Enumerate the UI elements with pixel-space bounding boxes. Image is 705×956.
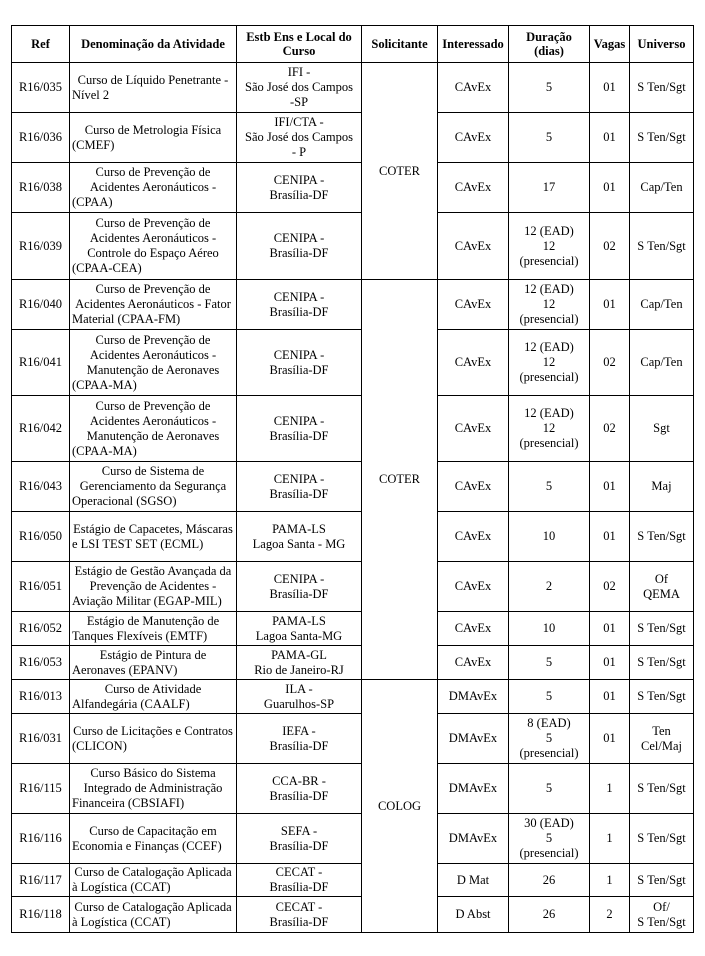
cell-ref: R16/035 xyxy=(12,63,70,113)
cell-vagas: 02 xyxy=(590,213,630,280)
cell-duracao: 10 xyxy=(509,512,590,562)
cell-interessado: CAvEx xyxy=(438,612,509,646)
cell-duracao: 10 xyxy=(509,612,590,646)
cell-duracao: 12 (EAD) 12 (presencial) xyxy=(509,396,590,462)
cell-interessado: D Abst xyxy=(438,897,509,933)
cell-universo: S Ten/Sgt xyxy=(630,612,694,646)
cell-duracao: 26 xyxy=(509,864,590,897)
courses-table xyxy=(11,25,694,933)
cell-denominacao: Curso de Prevenção de Acidentes Aeronáuticos - Fator Material (CPAA-FM) xyxy=(70,280,237,330)
table-row xyxy=(12,612,694,646)
table-row xyxy=(12,714,694,764)
cell-estb: CENIPA - Brasília-DF xyxy=(237,396,362,462)
cell-duracao: 5 xyxy=(509,63,590,113)
cell-ref: R16/050 xyxy=(12,512,70,562)
header-solicitante: Solicitante xyxy=(362,26,438,63)
cell-vagas: 01 xyxy=(590,612,630,646)
cell-ref: R16/038 xyxy=(12,163,70,213)
table-row xyxy=(12,764,694,814)
cell-duracao: 5 xyxy=(509,764,590,814)
cell-estb: PAMA-GL Rio de Janeiro-RJ xyxy=(237,646,362,680)
cell-estb: CENIPA - Brasília-DF xyxy=(237,462,362,512)
cell-universo: S Ten/Sgt xyxy=(630,213,694,280)
cell-vagas: 01 xyxy=(590,512,630,562)
cell-universo: Ten Cel/Maj xyxy=(630,714,694,764)
cell-ref: R16/118 xyxy=(12,897,70,933)
cell-solicitante: COTER xyxy=(362,280,438,680)
cell-ref: R16/040 xyxy=(12,280,70,330)
cell-ref: R16/039 xyxy=(12,213,70,280)
cell-denominacao: Curso de Licitações e Contratos (CLICON) xyxy=(70,714,237,764)
cell-interessado: CAvEx xyxy=(438,562,509,612)
cell-estb: CECAT - Brasília-DF xyxy=(237,864,362,897)
cell-estb: PAMA-LS Lagoa Santa - MG xyxy=(237,512,362,562)
cell-estb: SEFA - Brasília-DF xyxy=(237,814,362,864)
cell-universo: Of QEMA xyxy=(630,562,694,612)
table-row xyxy=(12,280,694,330)
cell-estb: CENIPA - Brasília-DF xyxy=(237,213,362,280)
cell-denominacao: Curso de Capacitação em Economia e Finanças (CCEF) xyxy=(70,814,237,864)
cell-ref: R16/053 xyxy=(12,646,70,680)
header-universo: Universo xyxy=(630,26,694,63)
cell-ref: R16/043 xyxy=(12,462,70,512)
cell-universo: Cap/Ten xyxy=(630,280,694,330)
cell-interessado: CAvEx xyxy=(438,512,509,562)
cell-interessado: CAvEx xyxy=(438,113,509,163)
cell-universo: Sgt xyxy=(630,396,694,462)
table-row xyxy=(12,462,694,512)
header-interessado: Interessado xyxy=(438,26,509,63)
cell-ref: R16/115 xyxy=(12,764,70,814)
cell-ref: R16/031 xyxy=(12,714,70,764)
cell-vagas: 01 xyxy=(590,163,630,213)
cell-interessado: DMAvEx xyxy=(438,814,509,864)
cell-duracao: 30 (EAD) 5 (presencial) xyxy=(509,814,590,864)
cell-vagas: 02 xyxy=(590,330,630,396)
cell-estb: CENIPA - Brasília-DF xyxy=(237,163,362,213)
cell-vagas: 02 xyxy=(590,562,630,612)
cell-denominacao: Curso de Prevenção de Acidentes Aeronáuticos - Controle do Espaço Aéreo (CPAA-CEA) xyxy=(70,213,237,280)
cell-interessado: D Mat xyxy=(438,864,509,897)
cell-estb: CENIPA - Brasília-DF xyxy=(237,330,362,396)
cell-vagas: 1 xyxy=(590,864,630,897)
cell-universo: S Ten/Sgt xyxy=(630,63,694,113)
cell-interessado: CAvEx xyxy=(438,280,509,330)
cell-duracao: 5 xyxy=(509,113,590,163)
cell-duracao: 2 xyxy=(509,562,590,612)
header-estb: Estb Ens e Local do Curso xyxy=(237,26,362,63)
cell-denominacao: Estágio de Pintura de Aeronaves (EPANV) xyxy=(70,646,237,680)
table-row xyxy=(12,680,694,714)
table-row xyxy=(12,646,694,680)
cell-universo: S Ten/Sgt xyxy=(630,646,694,680)
cell-universo: S Ten/Sgt xyxy=(630,814,694,864)
cell-universo: Maj xyxy=(630,462,694,512)
cell-vagas: 01 xyxy=(590,113,630,163)
cell-interessado: CAvEx xyxy=(438,330,509,396)
cell-denominacao: Curso de Atividade Alfandegária (CAALF) xyxy=(70,680,237,714)
cell-vagas: 2 xyxy=(590,897,630,933)
cell-vagas: 01 xyxy=(590,280,630,330)
cell-estb: CENIPA - Brasília-DF xyxy=(237,562,362,612)
header-row xyxy=(12,26,694,63)
cell-estb: CENIPA - Brasília-DF xyxy=(237,280,362,330)
cell-duracao: 5 xyxy=(509,680,590,714)
cell-solicitante: COTER xyxy=(362,63,438,280)
table-row xyxy=(12,814,694,864)
header-denominacao: Denominação da Atividade xyxy=(70,26,237,63)
cell-estb: IEFA - Brasília-DF xyxy=(237,714,362,764)
table-row xyxy=(12,562,694,612)
cell-estb: ILA - Guarulhos-SP xyxy=(237,680,362,714)
cell-interessado: CAvEx xyxy=(438,646,509,680)
cell-ref: R16/116 xyxy=(12,814,70,864)
cell-vagas: 01 xyxy=(590,462,630,512)
cell-ref: R16/036 xyxy=(12,113,70,163)
table-row xyxy=(12,396,694,462)
cell-estb: IFI/CTA - São José dos Campos - P xyxy=(237,113,362,163)
cell-interessado: CAvEx xyxy=(438,396,509,462)
cell-denominacao: Curso de Metrologia Física (CMEF) xyxy=(70,113,237,163)
cell-duracao: 8 (EAD) 5 (presencial) xyxy=(509,714,590,764)
cell-denominacao: Estágio de Manutenção de Tanques Flexíveis (EMTF) xyxy=(70,612,237,646)
table-row xyxy=(12,163,694,213)
cell-denominacao: Curso de Prevenção de Acidentes Aeronáuticos - Manutenção de Aeronaves (CPAA-MA) xyxy=(70,330,237,396)
table-row xyxy=(12,512,694,562)
cell-interessado: DMAvEx xyxy=(438,764,509,814)
cell-denominacao: Estágio de Capacetes, Máscaras e LSI TEST SET (ECML) xyxy=(70,512,237,562)
cell-vagas: 01 xyxy=(590,646,630,680)
cell-denominacao: Curso de Prevenção de Acidentes Aeronáuticos - Manutenção de Aeronaves (CPAA-MA) xyxy=(70,396,237,462)
cell-denominacao: Curso Básico do Sistema Integrado de Administração Financeira (CBSIAFI) xyxy=(70,764,237,814)
cell-interessado: CAvEx xyxy=(438,163,509,213)
cell-interessado: CAvEx xyxy=(438,63,509,113)
cell-vagas: 1 xyxy=(590,814,630,864)
cell-estb: CECAT - Brasília-DF xyxy=(237,897,362,933)
cell-vagas: 1 xyxy=(590,764,630,814)
cell-ref: R16/117 xyxy=(12,864,70,897)
cell-interessado: CAvEx xyxy=(438,213,509,280)
cell-denominacao: Curso de Prevenção de Acidentes Aeronáuticos - (CPAA) xyxy=(70,163,237,213)
table-body xyxy=(12,63,694,933)
header-duracao: Duração (dias) xyxy=(509,26,590,63)
cell-duracao: 17 xyxy=(509,163,590,213)
cell-duracao: 12 (EAD) 12 (presencial) xyxy=(509,330,590,396)
cell-ref: R16/041 xyxy=(12,330,70,396)
cell-universo: Cap/Ten xyxy=(630,330,694,396)
table-row xyxy=(12,330,694,396)
cell-vagas: 01 xyxy=(590,63,630,113)
cell-vagas: 02 xyxy=(590,396,630,462)
cell-duracao: 5 xyxy=(509,462,590,512)
cell-duracao: 26 xyxy=(509,897,590,933)
cell-denominacao: Curso de Catalogação Aplicada à Logística (CCAT) xyxy=(70,864,237,897)
cell-interessado: CAvEx xyxy=(438,462,509,512)
table-row xyxy=(12,63,694,113)
cell-universo: Of/ S Ten/Sgt xyxy=(630,897,694,933)
table-row xyxy=(12,864,694,897)
cell-vagas: 01 xyxy=(590,680,630,714)
cell-ref: R16/042 xyxy=(12,396,70,462)
cell-denominacao: Curso de Líquido Penetrante - Nível 2 xyxy=(70,63,237,113)
table-row xyxy=(12,213,694,280)
header-vagas: Vagas xyxy=(590,26,630,63)
cell-duracao: 12 (EAD) 12 (presencial) xyxy=(509,280,590,330)
cell-estb: IFI - São José dos Campos -SP xyxy=(237,63,362,113)
cell-denominacao: Curso de Sistema de Gerenciamento da Segurança Operacional (SGSO) xyxy=(70,462,237,512)
cell-universo: S Ten/Sgt xyxy=(630,764,694,814)
cell-interessado: DMAvEx xyxy=(438,680,509,714)
cell-ref: R16/051 xyxy=(12,562,70,612)
cell-universo: Cap/Ten xyxy=(630,163,694,213)
table-row xyxy=(12,897,694,933)
cell-duracao: 5 xyxy=(509,646,590,680)
cell-universo: S Ten/Sgt xyxy=(630,113,694,163)
cell-estb: CCA-BR - Brasília-DF xyxy=(237,764,362,814)
cell-universo: S Ten/Sgt xyxy=(630,864,694,897)
cell-interessado: DMAvEx xyxy=(438,714,509,764)
header-ref: Ref xyxy=(12,26,70,63)
cell-estb: PAMA-LS Lagoa Santa-MG xyxy=(237,612,362,646)
cell-denominacao: Curso de Catalogação Aplicada à Logística (CCAT) xyxy=(70,897,237,933)
cell-ref: R16/052 xyxy=(12,612,70,646)
cell-solicitante: COLOG xyxy=(362,680,438,933)
table-row xyxy=(12,113,694,163)
cell-vagas: 01 xyxy=(590,714,630,764)
cell-denominacao: Estágio de Gestão Avançada da Prevenção de Acidentes - Aviação Militar (EGAP-MIL) xyxy=(70,562,237,612)
cell-universo: S Ten/Sgt xyxy=(630,680,694,714)
cell-duracao: 12 (EAD) 12 (presencial) xyxy=(509,213,590,280)
cell-universo: S Ten/Sgt xyxy=(630,512,694,562)
cell-ref: R16/013 xyxy=(12,680,70,714)
